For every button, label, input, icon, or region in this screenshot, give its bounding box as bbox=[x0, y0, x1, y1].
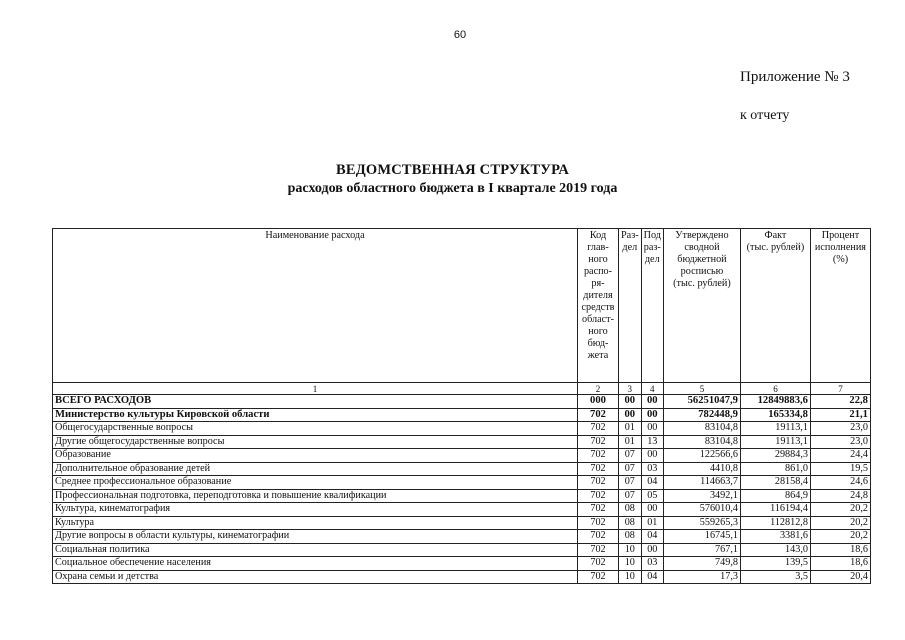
cell-percent: 20,2 bbox=[810, 530, 870, 544]
cell-section: 10 bbox=[619, 570, 642, 584]
cell-subsection: 05 bbox=[641, 489, 663, 503]
header-approved bbox=[663, 229, 740, 383]
cell-approved: 559265,3 bbox=[663, 516, 740, 530]
header-line: Под bbox=[643, 230, 661, 241]
cell-code: 702 bbox=[578, 503, 619, 517]
column-number: 7 bbox=[810, 383, 870, 395]
header-line: глав- bbox=[587, 242, 609, 253]
header-line: ного bbox=[588, 326, 608, 337]
cell-section: 07 bbox=[619, 449, 642, 463]
cell-name: Профессиональная подготовка, переподготовка и повышение квалификации bbox=[53, 489, 578, 503]
cell-code: 702 bbox=[578, 422, 619, 436]
header-line: (тыс. рублей) bbox=[673, 278, 731, 289]
cell-section: 08 bbox=[619, 516, 642, 530]
cell-percent: 18,6 bbox=[810, 543, 870, 557]
cell-name: Охрана семьи и детства bbox=[53, 570, 578, 584]
cell-section: 01 bbox=[619, 435, 642, 449]
cell-subsection: 00 bbox=[641, 449, 663, 463]
header-line: росписью bbox=[680, 266, 724, 277]
column-number: 5 bbox=[663, 383, 740, 395]
cell-name: Дополнительное образование детей bbox=[53, 462, 578, 476]
cell-subsection: 04 bbox=[641, 570, 663, 584]
table-row bbox=[53, 422, 871, 436]
header-line: жета bbox=[587, 350, 609, 361]
cell-section: 10 bbox=[619, 543, 642, 557]
document-title: ВЕДОМСТВЕННАЯ СТРУКТУРА bbox=[335, 162, 570, 178]
header-line: Код bbox=[589, 230, 607, 241]
header-code bbox=[578, 229, 619, 383]
cell-name: Образование bbox=[53, 449, 578, 463]
table-row bbox=[53, 503, 871, 517]
table-body bbox=[53, 395, 871, 584]
appendix-label: Приложение № 3 bbox=[740, 69, 850, 85]
cell-section: 01 bbox=[619, 422, 642, 436]
cell-approved: 83104,8 bbox=[663, 435, 740, 449]
cell-approved: 122566,6 bbox=[663, 449, 740, 463]
cell-name: ВСЕГО РАСХОДОВ bbox=[53, 395, 578, 409]
column-number-row bbox=[53, 383, 871, 395]
cell-subsection: 03 bbox=[641, 557, 663, 571]
cell-approved: 17,3 bbox=[663, 570, 740, 584]
cell-section: 08 bbox=[619, 530, 642, 544]
cell-name: Культура, кинематография bbox=[53, 503, 578, 517]
cell-approved: 3492,1 bbox=[663, 489, 740, 503]
cell-name: Другие вопросы в области культуры, кинематографии bbox=[53, 530, 578, 544]
cell-percent: 20,2 bbox=[810, 516, 870, 530]
cell-name: Культура bbox=[53, 516, 578, 530]
header-line: (тыс. рублей) bbox=[746, 242, 805, 253]
cell-section: 00 bbox=[619, 395, 642, 409]
cell-fact: 861,0 bbox=[740, 462, 810, 476]
document-subtitle: расходов областного бюджета в I квартале 2019 года bbox=[287, 181, 618, 196]
header-line: Факт bbox=[764, 230, 787, 241]
header-subsection bbox=[641, 229, 663, 383]
table-row bbox=[53, 489, 871, 503]
cell-code: 702 bbox=[578, 435, 619, 449]
table-row bbox=[53, 462, 871, 476]
cell-subsection: 04 bbox=[641, 530, 663, 544]
column-number: 3 bbox=[619, 383, 642, 395]
table-header-row bbox=[53, 229, 871, 383]
column-number: 1 bbox=[53, 383, 578, 395]
cell-percent: 20,2 bbox=[810, 503, 870, 517]
header-line: Утверждено bbox=[675, 230, 729, 241]
cell-approved: 114663,7 bbox=[663, 476, 740, 490]
table-row bbox=[53, 408, 871, 422]
cell-name: Общегосударственные вопросы bbox=[53, 422, 578, 436]
cell-name: Другие общегосударственные вопросы bbox=[53, 435, 578, 449]
cell-fact: 864,9 bbox=[740, 489, 810, 503]
cell-code: 702 bbox=[578, 462, 619, 476]
header-line: Раз- bbox=[621, 230, 639, 241]
header-line: дел bbox=[622, 242, 638, 253]
cell-code: 702 bbox=[578, 408, 619, 422]
header-line: раз- bbox=[643, 242, 661, 253]
cell-code: 000 bbox=[578, 395, 619, 409]
page-number: 60 bbox=[453, 29, 467, 41]
table-row bbox=[53, 516, 871, 530]
cell-subsection: 00 bbox=[641, 395, 663, 409]
header-line: дел bbox=[644, 254, 660, 265]
cell-fact: 116194,4 bbox=[740, 503, 810, 517]
cell-fact: 3381,6 bbox=[740, 530, 810, 544]
cell-code: 702 bbox=[578, 530, 619, 544]
header-line: исполнения bbox=[814, 242, 866, 253]
cell-fact: 143,0 bbox=[740, 543, 810, 557]
header-line: ного bbox=[588, 254, 608, 265]
cell-percent: 23,0 bbox=[810, 435, 870, 449]
cell-approved: 56251047,9 bbox=[663, 395, 740, 409]
cell-percent: 24,6 bbox=[810, 476, 870, 490]
cell-code: 702 bbox=[578, 516, 619, 530]
header-line: средств bbox=[581, 302, 615, 313]
cell-approved: 16745,1 bbox=[663, 530, 740, 544]
cell-approved: 767,1 bbox=[663, 543, 740, 557]
cell-name: Министерство культуры Кировской области bbox=[53, 408, 578, 422]
cell-section: 07 bbox=[619, 476, 642, 490]
cell-approved: 782448,9 bbox=[663, 408, 740, 422]
cell-subsection: 13 bbox=[641, 435, 663, 449]
cell-percent: 21,1 bbox=[810, 408, 870, 422]
cell-subsection: 04 bbox=[641, 476, 663, 490]
column-number: 4 bbox=[641, 383, 663, 395]
cell-approved: 83104,8 bbox=[663, 422, 740, 436]
cell-code: 702 bbox=[578, 476, 619, 490]
cell-section: 07 bbox=[619, 462, 642, 476]
header-line: дителя bbox=[583, 290, 613, 301]
cell-percent: 22,8 bbox=[810, 395, 870, 409]
cell-percent: 23,0 bbox=[810, 422, 870, 436]
cell-approved: 749,8 bbox=[663, 557, 740, 571]
cell-fact: 3,5 bbox=[740, 570, 810, 584]
cell-subsection: 01 bbox=[641, 516, 663, 530]
cell-percent: 19,5 bbox=[810, 462, 870, 476]
column-number: 6 bbox=[740, 383, 810, 395]
report-reference: к отчету bbox=[740, 108, 790, 123]
cell-percent: 24,8 bbox=[810, 489, 870, 503]
header-name: Наименование расхода bbox=[53, 229, 578, 383]
cell-percent: 18,6 bbox=[810, 557, 870, 571]
header-line: (%) bbox=[832, 254, 849, 265]
cell-percent: 20,4 bbox=[810, 570, 870, 584]
header-percent bbox=[810, 229, 870, 383]
header-line: распо- bbox=[583, 266, 613, 277]
header-line: сводной bbox=[684, 242, 720, 253]
cell-name: Среднее профессиональное образование bbox=[53, 476, 578, 490]
cell-percent: 24,4 bbox=[810, 449, 870, 463]
header-line: бюджетной bbox=[677, 254, 727, 265]
cell-fact: 139,5 bbox=[740, 557, 810, 571]
budget-table bbox=[52, 228, 871, 584]
cell-subsection: 00 bbox=[641, 503, 663, 517]
cell-subsection: 00 bbox=[641, 408, 663, 422]
cell-subsection: 00 bbox=[641, 422, 663, 436]
cell-section: 10 bbox=[619, 557, 642, 571]
header-fact bbox=[740, 229, 810, 383]
table-row bbox=[53, 449, 871, 463]
header-line: област- bbox=[582, 314, 614, 325]
table-row bbox=[53, 476, 871, 490]
cell-fact: 19113,1 bbox=[740, 422, 810, 436]
header-line: Процент bbox=[821, 230, 860, 241]
cell-code: 702 bbox=[578, 449, 619, 463]
cell-approved: 4410,8 bbox=[663, 462, 740, 476]
header-line: бюд- bbox=[587, 338, 609, 349]
cell-name: Социальное обеспечение населения bbox=[53, 557, 578, 571]
cell-code: 702 bbox=[578, 570, 619, 584]
cell-code: 702 bbox=[578, 557, 619, 571]
cell-subsection: 00 bbox=[641, 543, 663, 557]
header-section bbox=[619, 229, 642, 383]
cell-fact: 112812,8 bbox=[740, 516, 810, 530]
table-row bbox=[53, 557, 871, 571]
cell-fact: 19113,1 bbox=[740, 435, 810, 449]
table-row bbox=[53, 530, 871, 544]
column-number: 2 bbox=[578, 383, 619, 395]
cell-code: 702 bbox=[578, 543, 619, 557]
table-row bbox=[53, 395, 871, 409]
cell-name: Социальная политика bbox=[53, 543, 578, 557]
cell-code: 702 bbox=[578, 489, 619, 503]
cell-section: 08 bbox=[619, 503, 642, 517]
cell-section: 07 bbox=[619, 489, 642, 503]
table-row bbox=[53, 543, 871, 557]
header-line: ря- bbox=[591, 278, 605, 289]
cell-fact: 28158,4 bbox=[740, 476, 810, 490]
cell-subsection: 03 bbox=[641, 462, 663, 476]
cell-fact: 165334,8 bbox=[740, 408, 810, 422]
cell-fact: 29884,3 bbox=[740, 449, 810, 463]
table-row bbox=[53, 570, 871, 584]
cell-section: 00 bbox=[619, 408, 642, 422]
table-row bbox=[53, 435, 871, 449]
cell-fact: 12849883,6 bbox=[740, 395, 810, 409]
cell-approved: 576010,4 bbox=[663, 503, 740, 517]
